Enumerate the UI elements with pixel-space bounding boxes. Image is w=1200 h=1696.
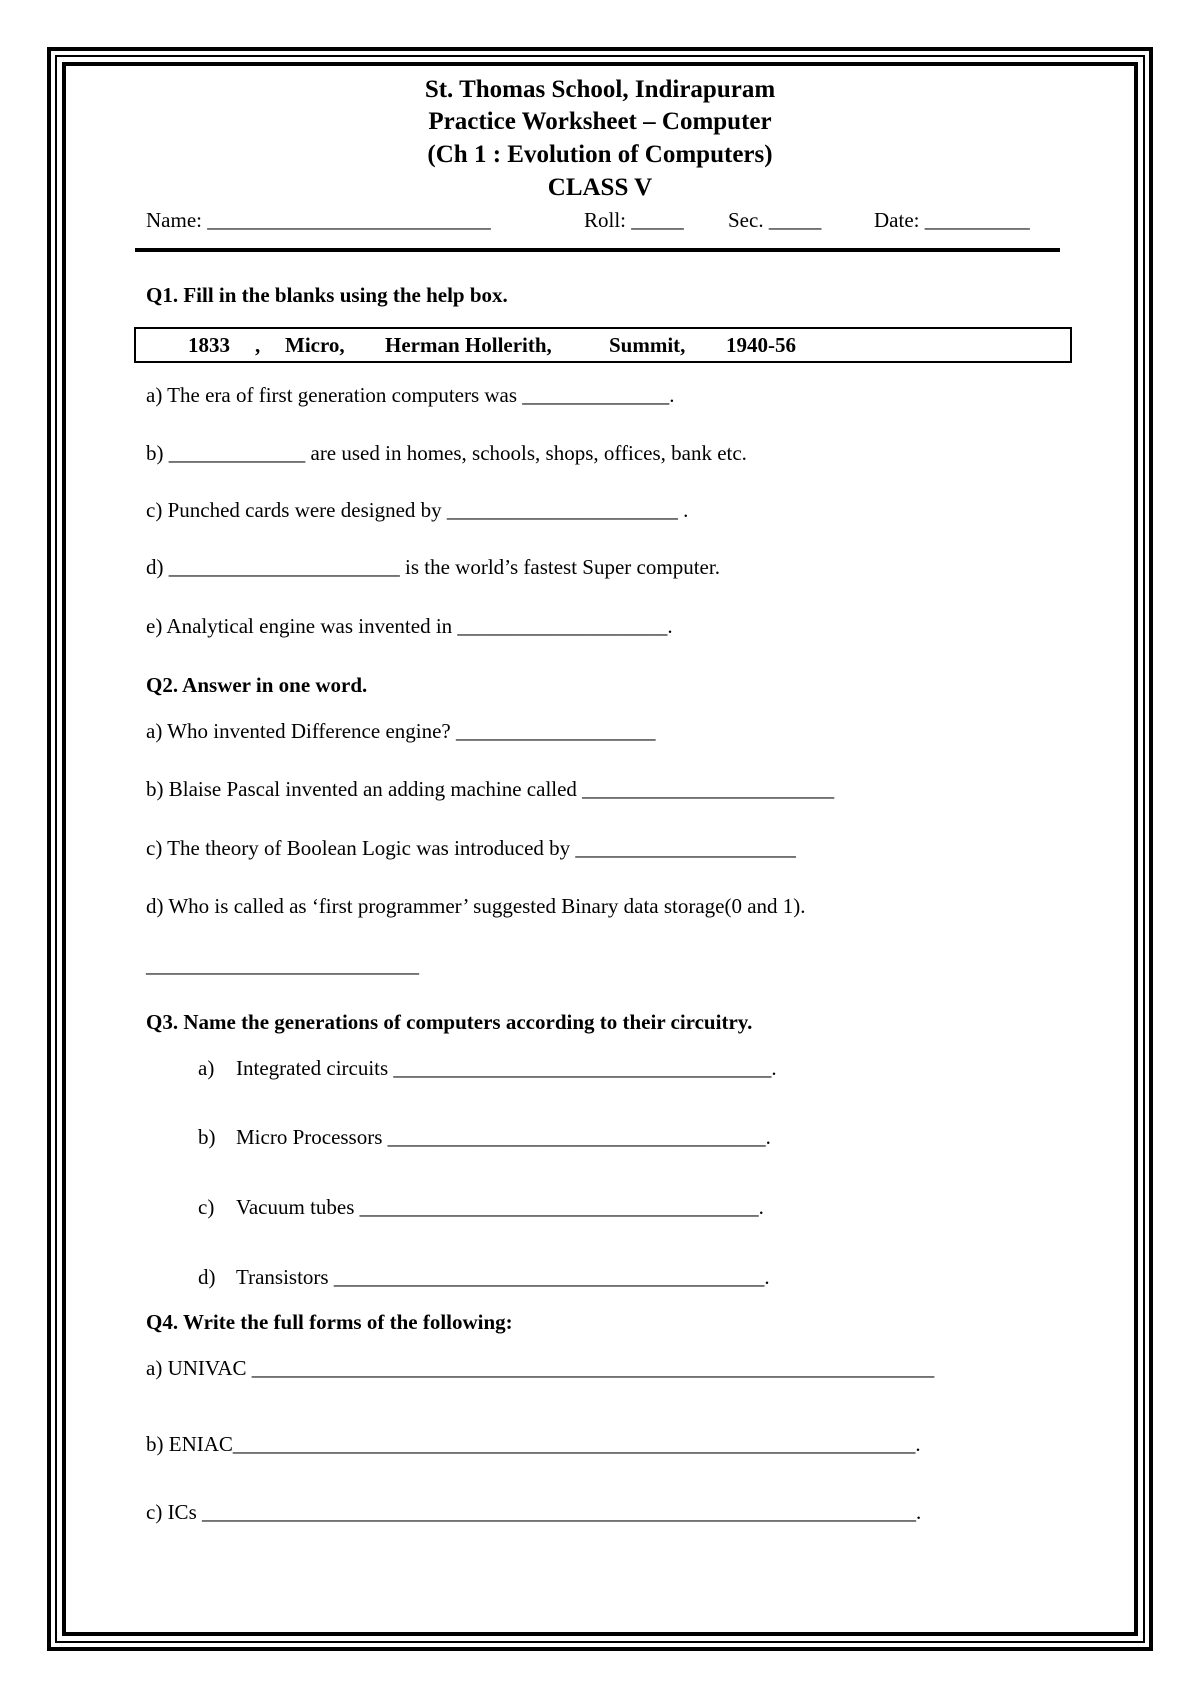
roll-field[interactable]: Roll: _____ (584, 208, 684, 232)
chapter-title: (Ch 1 : Evolution of Computers) (427, 141, 773, 168)
q1-item-a[interactable]: a) The era of first generation computers was ______________. (146, 383, 675, 407)
q1-item-e[interactable]: e) Analytical engine was invented in ____________________. (146, 614, 673, 638)
q1-item-b[interactable]: b) _____________ are used in homes, schools, shops, offices, bank etc. (146, 441, 747, 465)
header-divider (135, 248, 1060, 252)
q4-item-a[interactable]: a) UNIVAC _________________________________________________________________ (146, 1356, 935, 1380)
q2-answer-line[interactable]: __________________________ (146, 953, 419, 977)
q4-heading: Q4. Write the full forms of the following: (146, 1310, 513, 1334)
class-title: CLASS V (547, 174, 653, 201)
q3-item-a[interactable]: Integrated circuits ____________________________________. (236, 1056, 777, 1080)
q2-item-b[interactable]: b) Blaise Pascal invented an adding machine called ________________________ (146, 777, 835, 801)
q2-item-a[interactable]: a) Who invented Difference engine? ___________________ (146, 719, 656, 743)
help-word: Micro, (285, 333, 345, 357)
name-field[interactable]: Name: ___________________________ (146, 208, 491, 232)
q3-item-b[interactable]: Micro Processors ____________________________________. (236, 1125, 771, 1149)
q3-item-label: c) (198, 1195, 215, 1219)
q2-item-c[interactable]: c) The theory of Boolean Logic was introduced by _____________________ (146, 836, 796, 860)
help-word: , (255, 333, 261, 357)
q1-item-c[interactable]: c) Punched cards were designed by ______________________ . (146, 498, 689, 522)
q3-heading: Q3. Name the generations of computers according to their circuitry. (146, 1010, 753, 1034)
q2-heading: Q2. Answer in one word. (146, 673, 368, 697)
help-box (134, 327, 1072, 363)
q4-item-b[interactable]: b) ENIAC_________________________________________________________________. (146, 1432, 921, 1456)
help-word: 1940-56 (726, 333, 796, 357)
help-word: Summit, (609, 333, 686, 357)
school-name: St. Thomas School, Indirapuram (424, 76, 776, 103)
q3-item-label: a) (198, 1056, 215, 1080)
q3-item-label: d) (198, 1265, 216, 1289)
help-word: 1833 (188, 333, 230, 357)
q3-item-label: b) (198, 1125, 216, 1149)
section-field[interactable]: Sec. _____ (728, 208, 822, 232)
q3-item-c[interactable]: Vacuum tubes ______________________________________. (236, 1195, 764, 1219)
q1-item-d[interactable]: d) ______________________ is the world’s fastest Super computer. (146, 555, 720, 579)
q2-item-d: d) Who is called as ‘first programmer’ suggested Binary data storage(0 and 1). (146, 894, 806, 918)
q4-item-c[interactable]: c) ICs ____________________________________________________________________. (146, 1500, 922, 1524)
date-field[interactable]: Date: __________ (874, 208, 1030, 232)
q1-heading: Q1. Fill in the blanks using the help box. (146, 283, 508, 307)
worksheet-title: Practice Worksheet – Computer (428, 108, 772, 135)
help-word: Herman Hollerith, (385, 333, 552, 357)
q3-item-d[interactable]: Transistors _________________________________________. (236, 1265, 770, 1289)
